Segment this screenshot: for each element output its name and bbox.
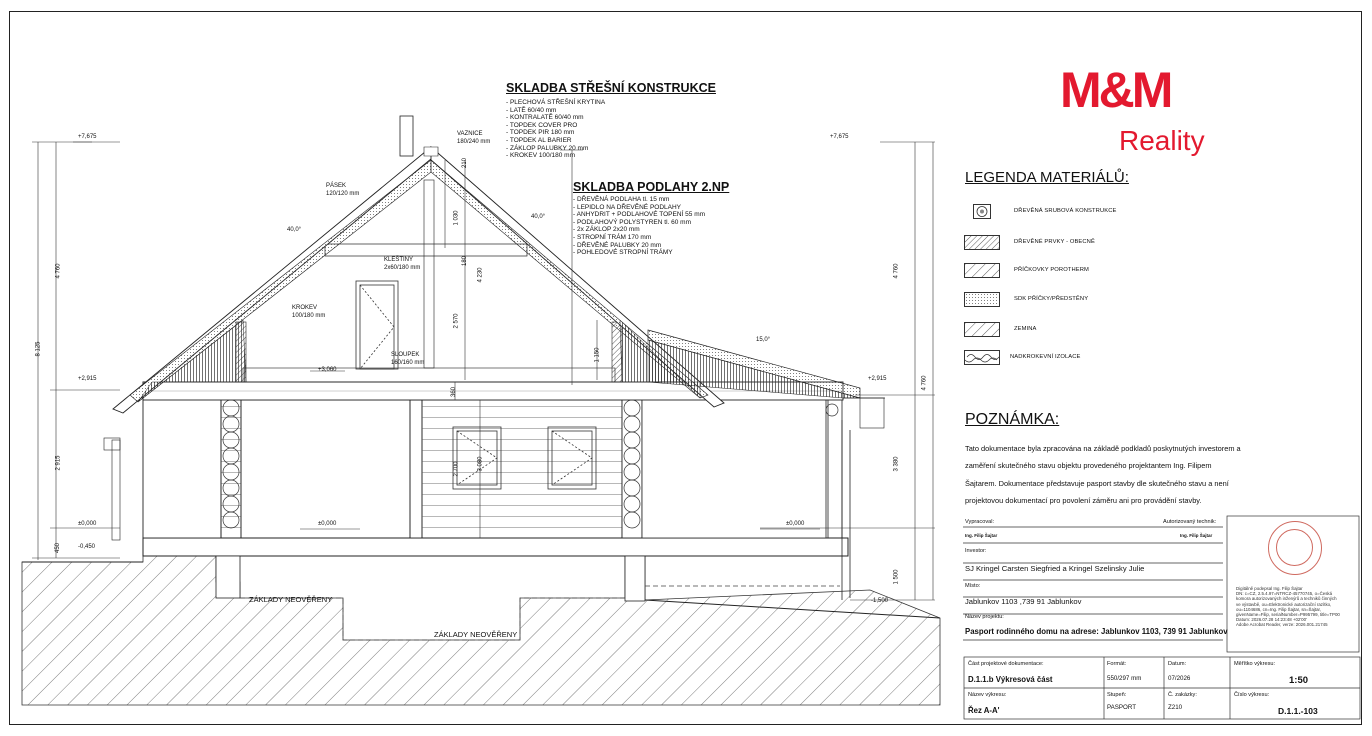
dim-4760-right: 4 760 (893, 263, 900, 279)
floor-spec-list (573, 196, 705, 257)
logo-reality: Reality (1119, 125, 1205, 156)
angle-right: 40,0° (531, 214, 546, 220)
label-klestiny: KLEŠTINY (384, 257, 414, 263)
dim-1030: 1 030 (453, 210, 460, 226)
floor-layer: - LEPIDLO NA DŘEVĚNÉ PODLAHY (573, 203, 682, 211)
angle-lean: 15,0° (756, 337, 771, 343)
tb-misto: Jablunkov 1103 ,739 91 Jablunkov (965, 597, 1082, 606)
label-sloupek: SLOUPEK (391, 352, 420, 358)
legend-label-log: DŘEVĚNÁ SRUBOVÁ KONSTRUKCE (1014, 208, 1117, 214)
authorization-stamp-icon (1268, 521, 1322, 575)
tb-stupen-label: Stupeň: (1107, 692, 1127, 698)
dim-4230: 4 230 (477, 267, 484, 283)
roof-layer: - TOPDEK AL BARIER (506, 136, 572, 144)
roof-layer: - ZÁKLOP PALUBKY 20 mm (506, 144, 589, 152)
roof-spec-title: SKLADBA STŘEŠNÍ KONSTRUKCE (506, 81, 716, 95)
level-minus-left: -0,450 (78, 544, 96, 550)
tb-vypracoval: Ing. Filip Šajtar (965, 533, 998, 538)
label-klestiny-dim: 2x60/180 mm (384, 265, 421, 271)
floor-layer: - 2x ZÁKLOP 2x20 mm (573, 226, 640, 234)
legend-label-porotherm: PŘÍČKOVKY POROTHERM (1014, 267, 1089, 273)
level-minus-right: -1,500 (871, 598, 889, 604)
tb-format-label: Formát: (1107, 661, 1127, 667)
legend-label-wood: DŘEVĚNÉ PRVKY - OBECNĚ (1014, 239, 1095, 245)
label-vaznice: VAZNICE (457, 131, 483, 137)
tb-vypracoval-label: Vypracoval: (965, 519, 995, 525)
tb-zakazka: Z210 (1168, 704, 1183, 711)
label-foundations-1: ZÁKLADY NEOVĚŘENY (249, 595, 333, 604)
dim-8125: 8 125 (35, 341, 42, 357)
dim-2570: 2 570 (453, 313, 460, 329)
digital-signature (1236, 586, 1340, 628)
sdk-swatch-icon (964, 292, 1000, 307)
log-swatch-icon (973, 204, 991, 219)
tb-investor: SJ Kringel Carsten Siegfried a Kringel Szelinsky Julie (965, 564, 1145, 573)
foundation-slab (143, 538, 848, 556)
tb-investor-label: Investor: (965, 548, 987, 554)
tb-meritko-label: Měřítko výkresu: (1234, 661, 1276, 667)
tb-cast: D.1.1.b Výkresová část (968, 675, 1053, 684)
signature-line: ve výstavbě, ou=Elektronické autorizační razítko, (1236, 601, 1332, 607)
level-zero-right: ±0,000 (786, 521, 805, 527)
signature-line: DN: c=CZ, 2.5.4.97=NTRCZ-45770745, o=Česká (1236, 591, 1333, 597)
label-krokev: KROKEV (292, 305, 318, 311)
level-zero-center: ±0,000 (318, 521, 337, 527)
level-top-left: +7,675 (78, 134, 97, 140)
level-mid-left: +2,915 (78, 376, 97, 382)
dim-4760-left: 4 760 (55, 263, 62, 279)
tb-nazev-label: Název výkresu: (968, 692, 1007, 698)
tb-cast-label: Část projektové dokumentace: (968, 661, 1044, 667)
floor-layer: - POHLEDOVÉ STROPNÍ TRÁMY (573, 249, 673, 257)
floor-layer: - ANHYDRIT + PODLAHOVÉ TOPENÍ 55 mm (573, 211, 706, 219)
roof-spec-list (506, 99, 605, 160)
floor-layer: - PODLAHOVÝ POLYSTYREN tl. 60 mm (573, 218, 691, 226)
tb-misto-label: Místo: (965, 583, 981, 589)
level-mid-right: +2,915 (868, 376, 887, 382)
tb-nazev: Řez A-A' (968, 706, 1000, 715)
tb-autor-label: Autorizovaný technik: (1163, 519, 1217, 525)
level-top-right: +7,675 (830, 134, 849, 140)
dim-2915: 2 915 (55, 455, 62, 471)
tb-projekt: Pasport rodinného domu na adrese: Jablunkov 1103, 739 91 Jablunkov (965, 627, 1228, 636)
label-vaznice-dim: 180/240 mm (457, 139, 491, 145)
insulation-swatch-icon (964, 350, 1000, 365)
signature-line: Datum: 2026.07.28 14:23:48 +02'00' (1236, 617, 1307, 623)
tb-format: 550/297 mm (1107, 675, 1142, 682)
label-sloupek-dim: 160/160 mm (391, 360, 425, 366)
dim-450: 450 (55, 542, 62, 554)
tb-cislo: D.1.1.-103 (1278, 706, 1318, 716)
soil-swatch-icon (964, 322, 1000, 337)
wood-swatch-icon (964, 235, 1000, 250)
tb-projekt-label: Název projektu: (965, 614, 1004, 620)
tb-meritko: 1:50 (1289, 675, 1309, 686)
signature-line: givenName=Filip, serialNumber=P995799, title=TP00 (1236, 612, 1340, 618)
tb-stupen: PASPORT (1107, 704, 1136, 711)
legend-label-soil: ZEMINA (1014, 326, 1037, 332)
dim-2700: 2 700 (453, 461, 460, 477)
logo-mm: M&M (1060, 62, 1171, 118)
signature-line: Adobe Acrobat Reader, verze: 2026.001.21745 (1236, 622, 1328, 628)
signature-line: Digitálně podepsal Ing. Filip Šajtar (1236, 586, 1303, 591)
roof-layer: - LATĚ 60/40 mm (506, 106, 557, 114)
legend-item-log (964, 202, 1116, 220)
legend-item-soil (964, 320, 1037, 338)
legend-label-sdk: SDK PŘÍČKY/PŘEDSTĚNY (1014, 296, 1089, 302)
legend-item-sdk (964, 290, 1088, 308)
level-zero-left: ±0,000 (78, 521, 97, 527)
dim-4760-right-2: 4 760 (921, 375, 928, 391)
dim-1150: 1 150 (594, 347, 601, 363)
floor-layer: - DŘEVĚNÁ PODLAHA tl. 15 mm (573, 196, 670, 203)
roof-layer: - KONTRALATĚ 60/40 mm (506, 114, 584, 122)
legend-item-porotherm (964, 261, 1089, 279)
roof-layer: - KROKEV 100/180 mm (506, 152, 575, 160)
dim-1500: 1 500 (893, 569, 900, 585)
signature-line: ou=1104686, cn=Ing. Filip Šajtar, sn=Šajtar, (1236, 606, 1321, 612)
collar-tie (325, 244, 527, 256)
roof-layer: - TOPDEK COVER PRO (506, 121, 578, 129)
note-title: POZNÁMKA: (965, 411, 1060, 428)
angle-left: 40,0° (287, 227, 302, 233)
porotherm-swatch-icon (964, 263, 1000, 278)
signature-line: komora autorizovaných inženýrů a techniků činných (1236, 596, 1337, 602)
legend-item-insulation (964, 348, 1081, 366)
dim-210: 210 (462, 157, 469, 169)
tb-datum-label: Datum: (1168, 661, 1187, 667)
floor-spec-title: SKLADBA PODLAHY 2.NP (573, 180, 730, 194)
level-attic: +3,060 (318, 367, 337, 373)
roof-layer: - TOPDEK PIR 180 mm (506, 129, 575, 137)
dim-360: 360 (451, 386, 458, 398)
dim-3380: 3 380 (893, 456, 900, 472)
legend-label-insulation: NADKROKEVNÍ IZOLACE (1010, 354, 1081, 360)
label-foundations-2: ZÁKLADY NEOVĚŘENY (434, 630, 518, 639)
legend-title: LEGENDA MATERIÁLŮ: (965, 169, 1129, 186)
dim-3080: 3 080 (477, 456, 484, 472)
note-text: Tato dokumentace byla zpracována na základě podkladů poskytnutých investorem a zaměření skutečného stavu objektu provedeného projektantem Ing. Filipem Šajtarem. Dokumentace představuje pasport stavby dle skutečného stavu a není projektovou dokumentací pro povolení záměru ani pro provádění stavby. (965, 444, 1241, 505)
floor-layer: - DŘEVĚNÉ PALUBKY 20 mm (573, 241, 662, 249)
tb-autor: Ing. Filip Šajtar (1180, 533, 1213, 538)
tb-datum: 07/2026 (1168, 675, 1191, 682)
legend-item-wood (964, 233, 1095, 251)
label-pasek: PÁSEK (326, 183, 347, 189)
label-krokev-dim: 100/180 mm (292, 313, 326, 319)
tb-cislo-label: Číslo výkresu: (1234, 692, 1270, 698)
post-sloupek (424, 180, 434, 368)
tb-zakazka-label: Č. zakázky: (1168, 692, 1197, 698)
label-pasek-dim: 120/120 mm (326, 191, 360, 197)
roof-layer: - PLECHOVÁ STŘEŠNÍ KRYTINA (506, 99, 606, 106)
chimney (400, 116, 413, 156)
dim-180: 180 (462, 255, 469, 267)
floor-layer: - STROPNÍ TRÁM 170 mm (573, 233, 652, 241)
